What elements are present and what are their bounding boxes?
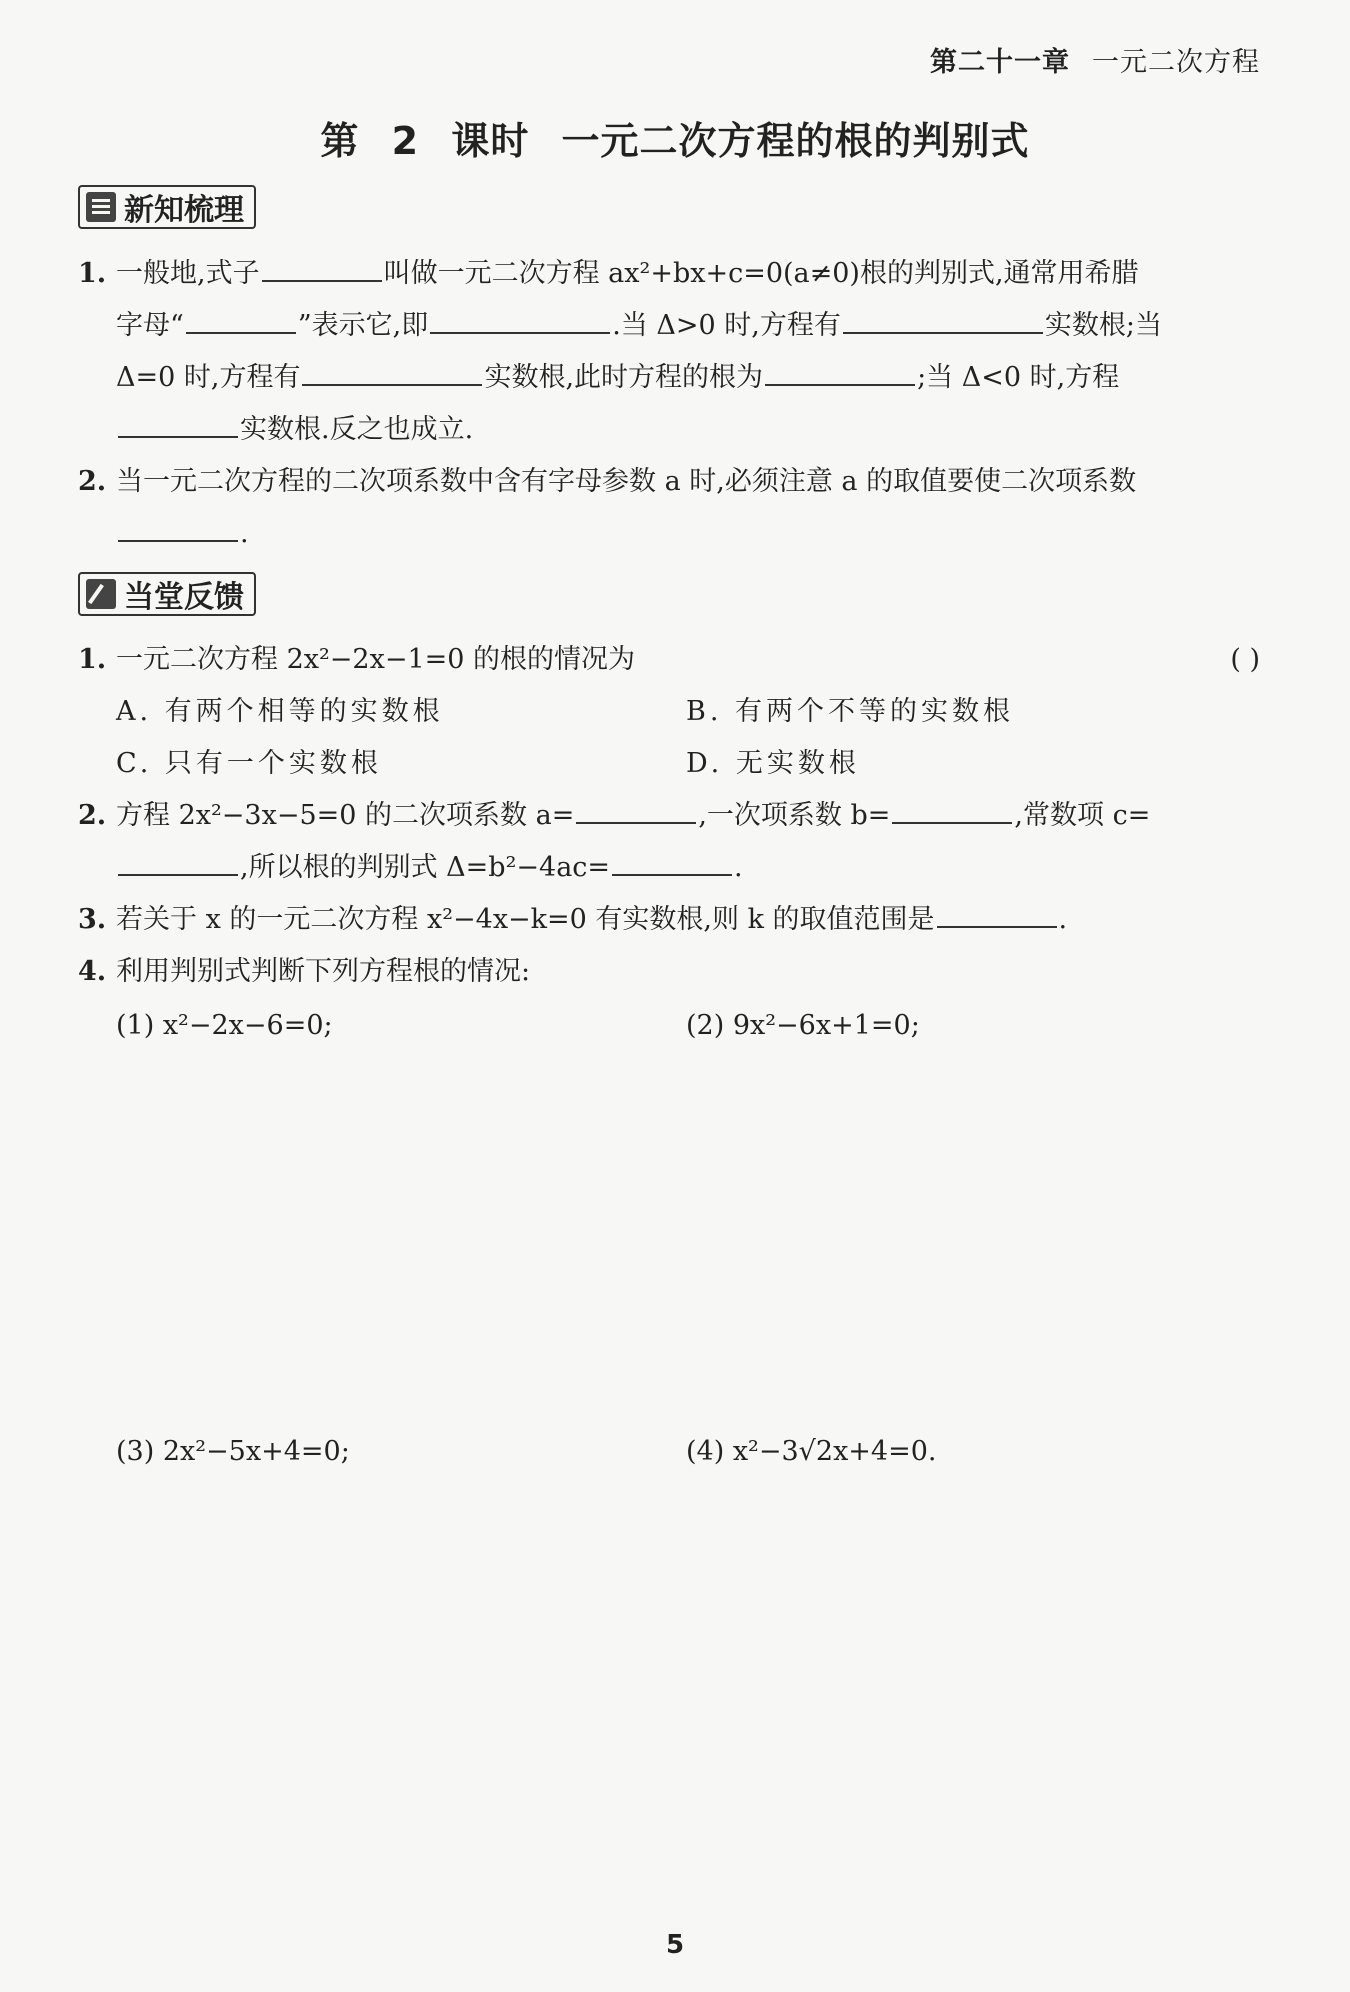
text: ”表示它,即 <box>297 310 429 341</box>
question-number: 3. <box>78 904 107 935</box>
s2-q4-part1: (1) x²−2x−6=0; <box>116 1010 333 1041</box>
answer-blank[interactable] <box>576 792 696 824</box>
text: 字母“ <box>116 310 184 341</box>
answer-blank[interactable] <box>612 844 732 876</box>
section-feedback-tag <box>78 572 256 616</box>
running-header <box>930 40 1260 79</box>
question-number: 1. <box>78 258 107 289</box>
text: 当一元二次方程的二次项系数中含有字母参数 a 时,必须注意 a 的取值要使二次项系数 <box>116 466 1137 497</box>
s1-q1-line2 <box>116 300 1162 352</box>
text: 叫做一元二次方程 ax²+bx+c=0(a≠0)根的判别式,通常用希腊 <box>383 258 1139 289</box>
answer-blank[interactable] <box>186 302 296 334</box>
s2-q4 <box>78 946 530 998</box>
answer-blank[interactable] <box>302 354 482 386</box>
text: 实数根,此时方程的根为 <box>484 362 764 393</box>
text: 实数根;当 <box>1044 310 1162 341</box>
s2-q3 <box>78 894 1067 946</box>
text: ,常数项 c= <box>1014 800 1151 831</box>
text: 一般地,式子 <box>116 258 260 289</box>
s2-q2-line2 <box>116 842 743 894</box>
s2-q2-line1 <box>78 790 1150 842</box>
page-number: 5 <box>665 1930 685 1960</box>
s2-q4-part3: (3) 2x²−5x+4=0; <box>116 1436 350 1467</box>
answer-blank[interactable] <box>843 302 1043 334</box>
question-number: 4. <box>78 956 107 987</box>
s1-q1-line4 <box>116 404 473 456</box>
s2-q1 <box>78 634 1260 686</box>
pen-icon <box>86 579 116 609</box>
question-number: 1. <box>78 644 107 675</box>
option-b[interactable]: B. 有两个不等的实数根 <box>686 696 1015 727</box>
question-number: 2. <box>78 466 107 497</box>
question-number: 2. <box>78 800 107 831</box>
answer-parentheses[interactable]: ( ) <box>1230 644 1260 675</box>
answer-blank[interactable] <box>765 354 915 386</box>
book-icon <box>86 192 116 222</box>
answer-blank[interactable] <box>262 250 382 282</box>
answer-blank[interactable] <box>937 896 1057 928</box>
text: .当 Δ>0 时,方程有 <box>612 310 841 341</box>
text: 利用判别式判断下列方程根的情况: <box>116 956 531 987</box>
text: . <box>240 518 249 549</box>
section-label: 当堂反馈 <box>124 580 244 615</box>
text: 一元二次方程 2x²−2x−1=0 的根的情况为 <box>116 644 636 675</box>
text: ;当 Δ<0 时,方程 <box>917 362 1120 393</box>
s1-q1-line3 <box>116 352 1119 404</box>
text: Δ=0 时,方程有 <box>116 362 301 393</box>
chapter-label: 第二十一章 <box>930 47 1070 78</box>
s2-q4-part2: (2) 9x²−6x+1=0; <box>686 1010 920 1041</box>
text: 若关于 x 的一元二次方程 x²−4x−k=0 有实数根,则 k 的取值范围是 <box>116 904 935 935</box>
option-c[interactable]: C. 只有一个实数根 <box>116 748 382 779</box>
option-d[interactable]: D. 无实数根 <box>686 748 860 779</box>
section-new-knowledge-tag <box>78 185 256 229</box>
option-a[interactable]: A. 有两个相等的实数根 <box>116 696 444 727</box>
answer-blank[interactable] <box>118 406 238 438</box>
page-title: 第 2 课时 一元二次方程的根的判别式 <box>320 119 1030 163</box>
text: ,所以根的判别式 Δ=b²−4ac= <box>240 852 611 883</box>
s2-q4-part4: (4) x²−3√2x+4=0. <box>686 1436 937 1467</box>
text: ,一次项系数 b= <box>698 800 891 831</box>
text: . <box>734 852 743 883</box>
chapter-subject: 一元二次方程 <box>1092 47 1260 78</box>
s1-q1-line1 <box>78 248 1139 300</box>
answer-blank[interactable] <box>892 792 1012 824</box>
answer-blank[interactable] <box>430 302 610 334</box>
s1-q2-line1 <box>78 456 1136 508</box>
answer-blank[interactable] <box>118 510 238 542</box>
text: 方程 2x²−3x−5=0 的二次项系数 a= <box>116 800 575 831</box>
section-label: 新知梳理 <box>124 193 244 228</box>
text: 实数根.反之也成立. <box>240 414 474 445</box>
s1-q2-line2 <box>116 508 249 560</box>
answer-blank[interactable] <box>118 844 238 876</box>
text: . <box>1058 904 1068 935</box>
